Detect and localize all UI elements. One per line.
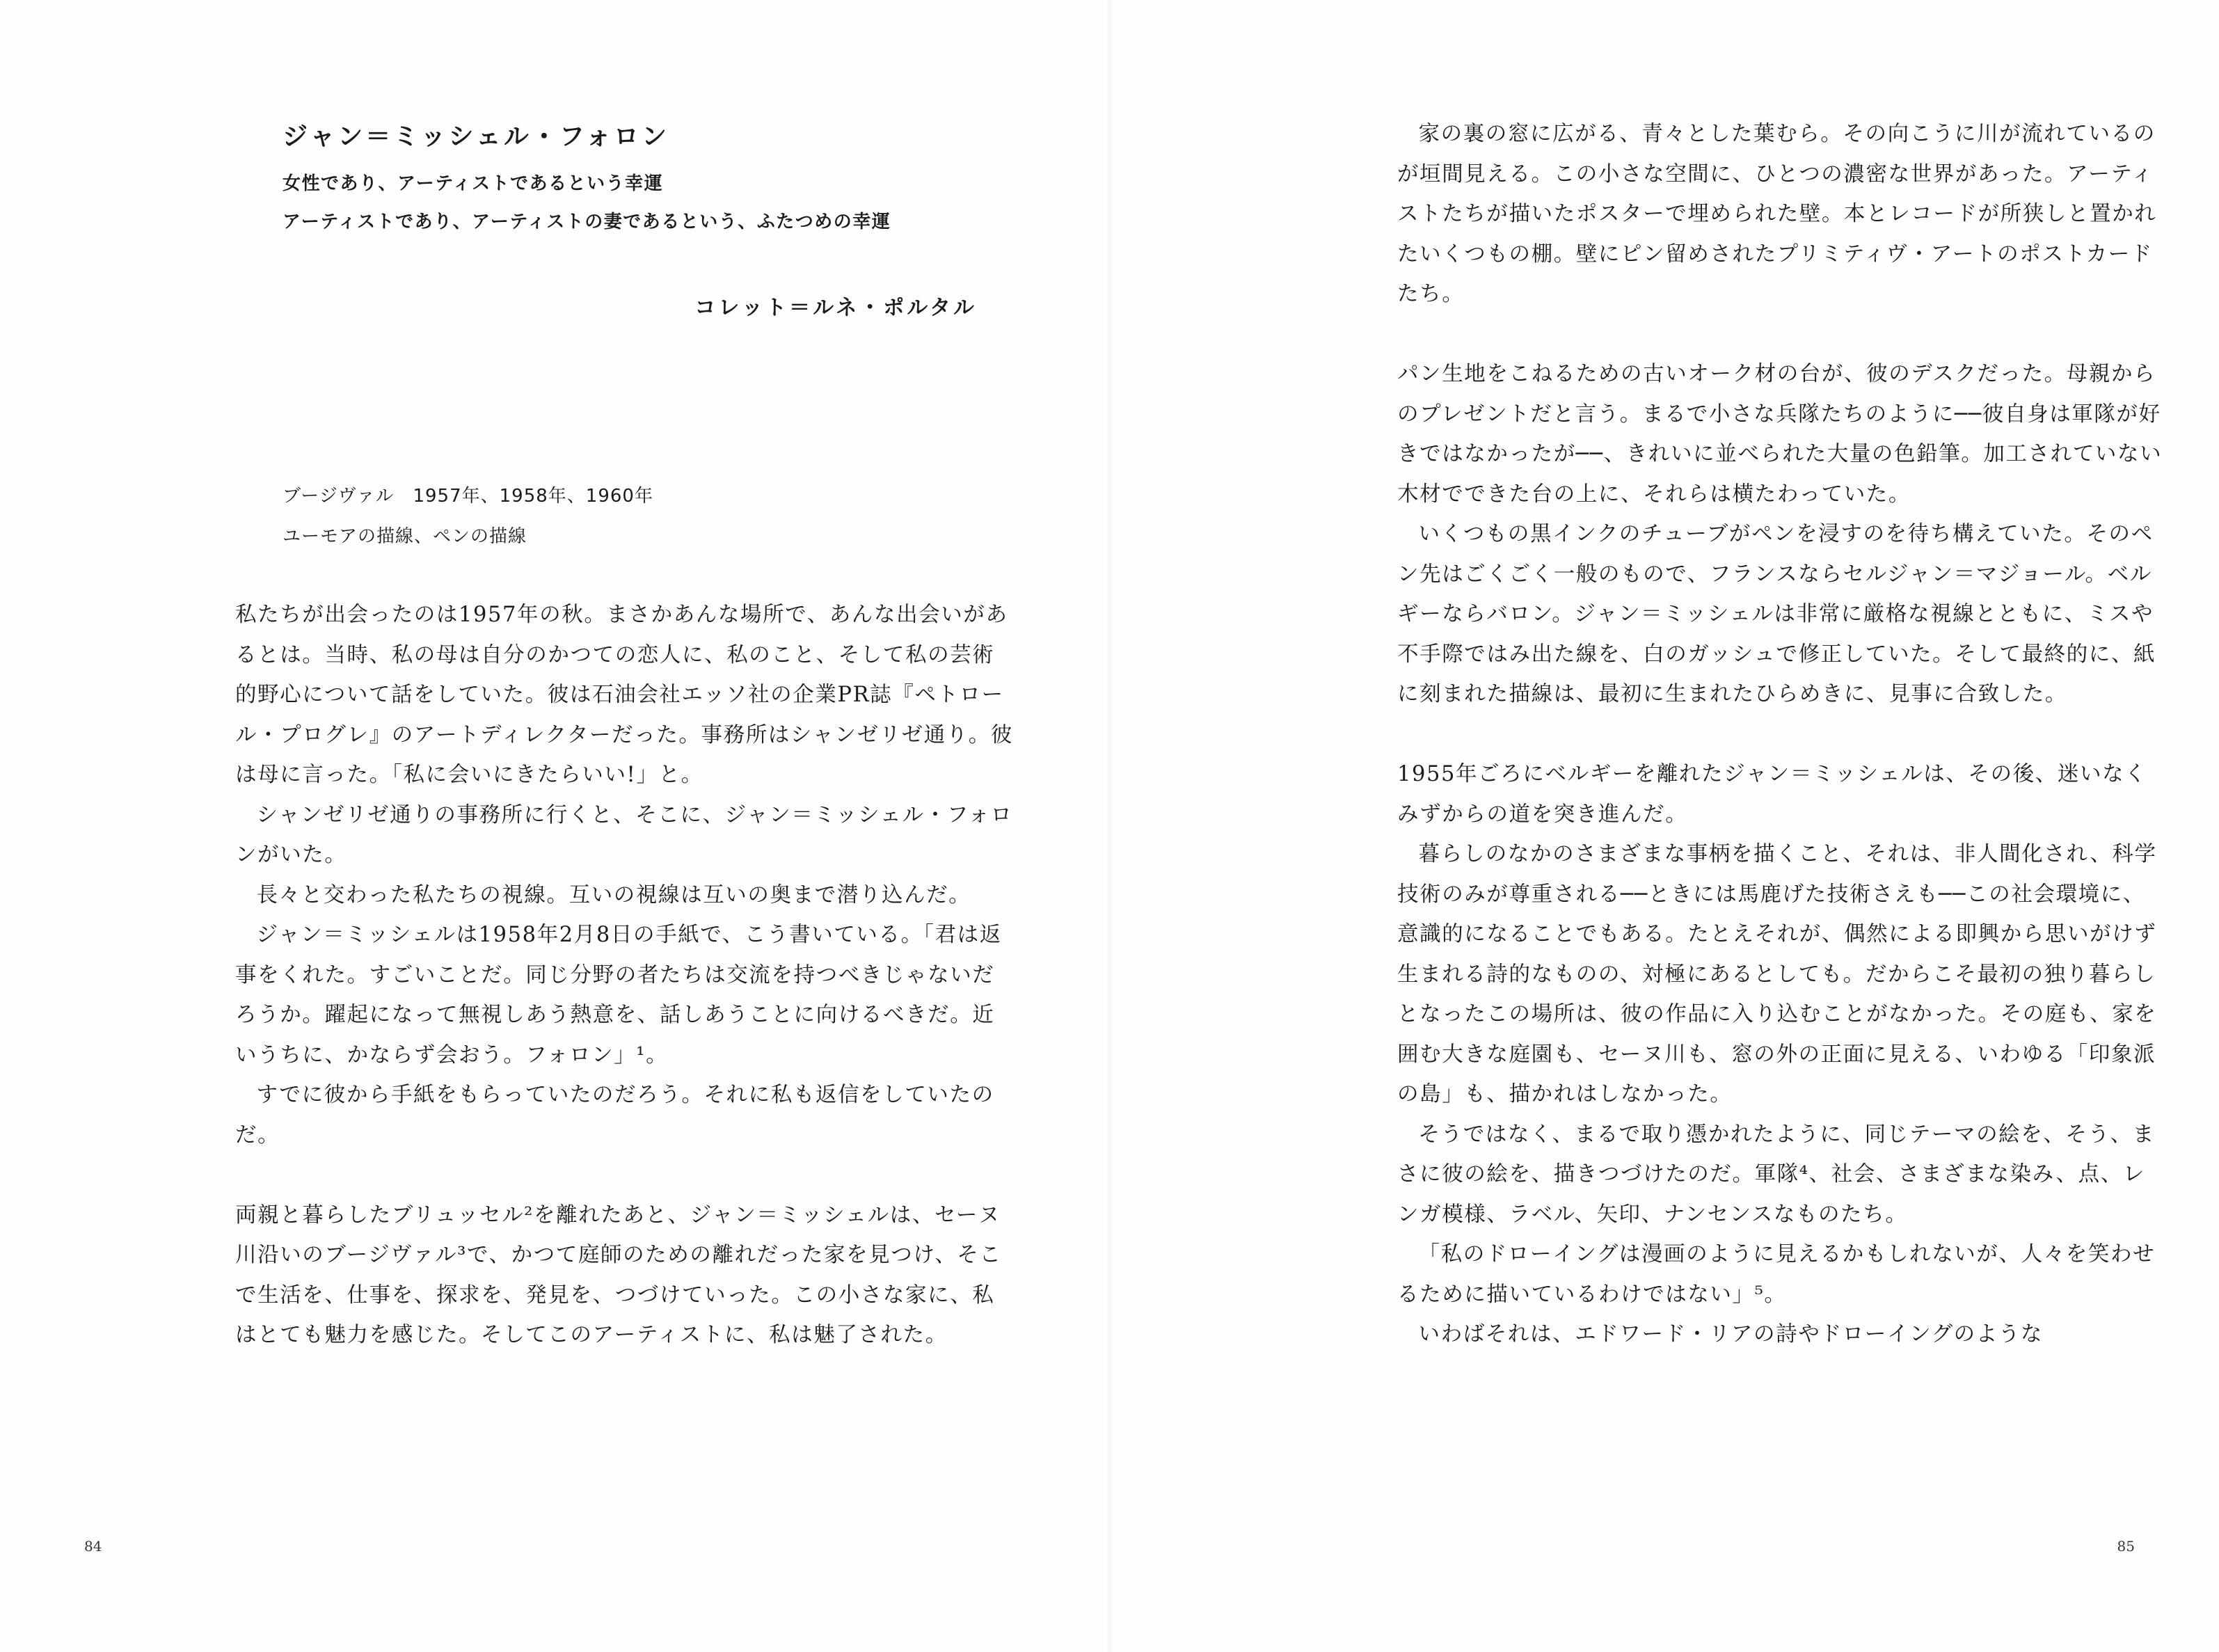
chapter-title: ジャン＝ミッシェル・フォロン: [283, 122, 670, 151]
chapter-subtitle-2: アーティストであり、アーティストの妻であるという、ふたつめの幸運: [283, 212, 891, 232]
page-number-right: 85: [2117, 1538, 2135, 1555]
paragraph: すでに彼から手紙をもらっていたのだろう。それに私も返信をしていたのだ。: [235, 1083, 994, 1147]
paragraph: 長々と交わった私たちの視線。互いの視線は互いの奥まで潜り込んだ。: [256, 882, 971, 907]
paragraph: いわばそれは、エドワード・リアの詩やドローイングのような: [1418, 1322, 2044, 1347]
chapter-subtitle-1: 女性であり、アーティストであるという幸運: [283, 173, 664, 194]
left-page: [0, 0, 1109, 1652]
paragraph: 家の裏の窓に広がる、青々とした葉むら。その向こうに川が流れているのが垣間見える。この小さな空間に、ひとつの濃密な世界があった。アーティストたちが描いたポスターで埋められた壁。本とレコードが所狭しと置かれたいくつもの棚。壁にピン留めされたプリミティヴ・アートのポストカードたち。: [1397, 122, 2157, 306]
paragraph: 私たちが出会ったのは1957年の秋。まさかあんな場所で、あんな出会いがあるとは。当時、私の母は自分のかつての恋人に、私のこと、そして私の芸術的野心について話をしていた。彼は石油会社エッソ社の企業PR誌『ペトロール・プログレ』のアートディレクターだった。事務所はシャンゼリゼ通り。彼は母に言った。「私に会いにきたらいい!」と。: [235, 603, 1014, 787]
paragraph: パン生地をこねるための古いオーク材の台が、彼のデスクだった。母親からのプレゼントだと言う。まるで小さな兵隊たちのように──彼自身は軍隊が好きではなかったが──、きれいに並べられた大量の色鉛筆。加工されていない木材でできた台の上に、それらは横たわっていた。: [1397, 362, 2163, 507]
section-heading-place-years: ブージヴァル 1957年、1958年、1960年: [283, 486, 653, 507]
paragraph: 暮らしのなかのさまざまな事柄を描くこと、それは、非人間化され、科学技術のみが尊重される──ときには馬鹿げた技術さえも──この社会環境に、意識的になることでもある。たとえそれが、偶然による即興から思いがけず生まれる詩的なものの、対極にあるとしても。だからこそ最初の独り暮らしとなったこの場所は、彼の作品に入り込むことがなかった。その庭も、家を囲む大きな庭園も、セーヌ川も、窓の外の正面に見える、いわゆる「印象派の島」も、描かれはしなかった。: [1397, 842, 2157, 1106]
paragraph: 「私のドローイングは漫画のように見えるかもしれないが、人々を笑わせるために描いているわけではない」⁵。: [1397, 1242, 2156, 1307]
right-page: [1109, 0, 2219, 1652]
paragraph: そうではなく、まるで取り憑かれたように、同じテーマの絵を、そう、まさに彼の絵を、描きつづけたのだ。軍隊⁴、社会、さまざまな染み、点、レンガ模様、ラベル、矢印、ナンセンスなものたち。: [1397, 1122, 2155, 1227]
right-body-text: [1397, 114, 2163, 1355]
author-name: コレット＝ルネ・ポルタル: [694, 296, 977, 320]
paragraph: ジャン＝ミッシェルは1958年2月8日の手紙で、こう書いている。「君は返事をくれた。すごいことだ。同じ分野の者たちは交流を持つべきじゃないだろうか。躍起になって無視しあう熱意を、話しあうことに向けるべきだ。近いうちに、かならず会おう。フォロン」¹。: [235, 923, 1002, 1067]
paragraph: 両親と暮らしたブリュッセル²を離れたあと、ジャン＝ミッシェルは、セーヌ川沿いのブージヴァル³で、かつて庭師のための離れだった家を見つけ、そこで生活を、仕事を、探求を、発見を、つづけていった。この小さな家に、私はとても魅力を感じた。そしてこのアーティストに、私は魅了された。: [235, 1202, 1002, 1347]
paragraph: いくつもの黒インクのチューブがペンを浸すのを待ち構えていた。そのペン先はごくごく一般のもので、フランスならセルジャン＝マジョール。ベルギーならバロン。ジャン＝ミッシェルは非常に厳格な視線とともに、ミスや不手際ではみ出た線を、白のガッシュで修正していた。そして最終的に、紙に刻まれた描線は、最初に生まれたひらめきに、見事に合致した。: [1397, 522, 2156, 706]
section-heading-theme: ユーモアの描線、ペンの描線: [283, 526, 527, 547]
paragraph: 1955年ごろにベルギーを離れたジャン＝ミッシェルは、その後、迷いなくみずからの道を突き進んだ。: [1397, 762, 2147, 827]
page-number-left: 84: [84, 1538, 102, 1555]
paragraph: シャンゼリゼ通りの事務所に行くと、そこに、ジャン＝ミッシェル・フォロンがいた。: [235, 802, 1013, 867]
left-body-text: [235, 595, 1015, 1356]
